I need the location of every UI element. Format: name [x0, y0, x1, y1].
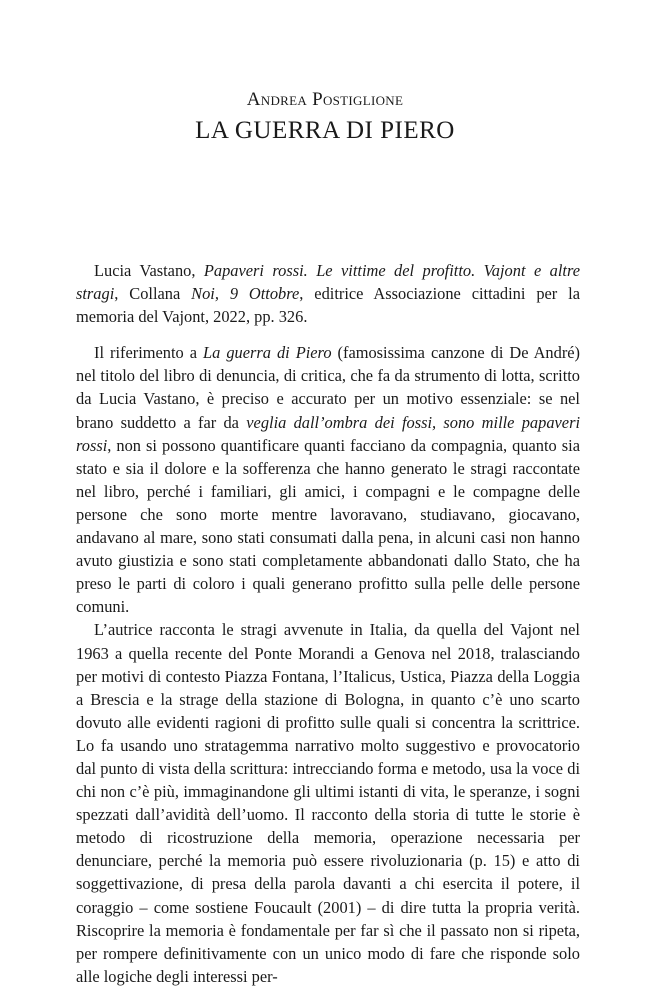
reference-author: Lucia Vastano,: [94, 261, 204, 280]
paragraph-1: [76, 341, 580, 618]
article-title: LA GUERRA DI PIERO: [195, 117, 455, 144]
paragraph-1-part-3: , non si possono quantificare quanti facciano da compagnia, quanto sia stato e sia il dolore e la sofferenza che hanno generato le stragi raccontate nel libro, perché i familiari, gli amici, i compagni e le compagne delle persone che sono morte mentre lavoravano, studiavano, giocavano, andavano al mare, sono stati consumati dalla pena, in alcuni casi non hanno avuto giustizia e sono stati completamente abbandonati dallo Stato, che ha preso le parti di coloro i quali generano profitto sulla pelle delle persone comuni.: [76, 435, 580, 617]
reference-tail: , editrice Associazione cittadini per la memoria del Vajont, 2022, pp. 326.: [76, 284, 580, 327]
book-reference: [76, 259, 580, 328]
article-author: Andrea Postiglione: [246, 89, 404, 110]
paragraph-1-part-2: (famosissima canzone di De André) nel titolo del libro di denuncia, di critica, che fa da strumento di lotta, scritto da Lucia Vastano, è preciso e accurato per un motivo essenziale: se nel brano suddetto a far da: [76, 343, 581, 432]
song-title: La guerra di Piero: [203, 343, 332, 363]
reference-book-title: Papaveri rossi. Le vittime del profitto. Vajont e altre stragi: [76, 261, 580, 304]
paragraph-1-part-1: Il riferimento a: [94, 343, 204, 363]
reference-mid: , Collana: [114, 284, 192, 304]
article-body: [76, 259, 580, 988]
song-quote: veglia dall’ombra dei fossi, sono mille papaveri rossi: [76, 412, 581, 455]
reference-series: Noi, 9 Ottobre: [191, 284, 300, 304]
paragraph-2: L’autrice racconta le stragi avvenute in Italia, da quella del Vajont nel 1963 a quella recente del Ponte Morandi a Genova nel 2018, tralasciando per motivi di contesto Piazza Fontana, l’Italicus, Ustica, Piazza della Loggia a Brescia e la strage della stazione di Bologna, in quanto c’è uno scarto dovuto alle evidenti ragioni di profitto sulle quali si concentra la scrittrice. Lo fa usando uno stratagemma narrativo molto suggestivo e provocatorio dal punto di vista della scrittura: intrecciando forma e metodo, usa la voce di chi non c’è più, immaginandone gli ultimi istanti di vita, le speranze, i sogni spezzati dall’avidità dell’uomo. Il racconto della storia di tutte le storie è metodo di ricostruzione della memoria, operazione necessaria per denunciare, perché la memoria può essere rivoluzionaria (p. 15) e atto di soggettivazione, di presa della parola davanti a chi esercita il potere, il coraggio – come sostiene Foucault (2001) – di dire tutta la propria verità. Riscoprire la memoria è fondamentale per far sì che il passato non si ripeta, per rompere definitivamente con un unico modo di fare che risponde solo alle logiche degli interessi per-: [76, 620, 580, 986]
